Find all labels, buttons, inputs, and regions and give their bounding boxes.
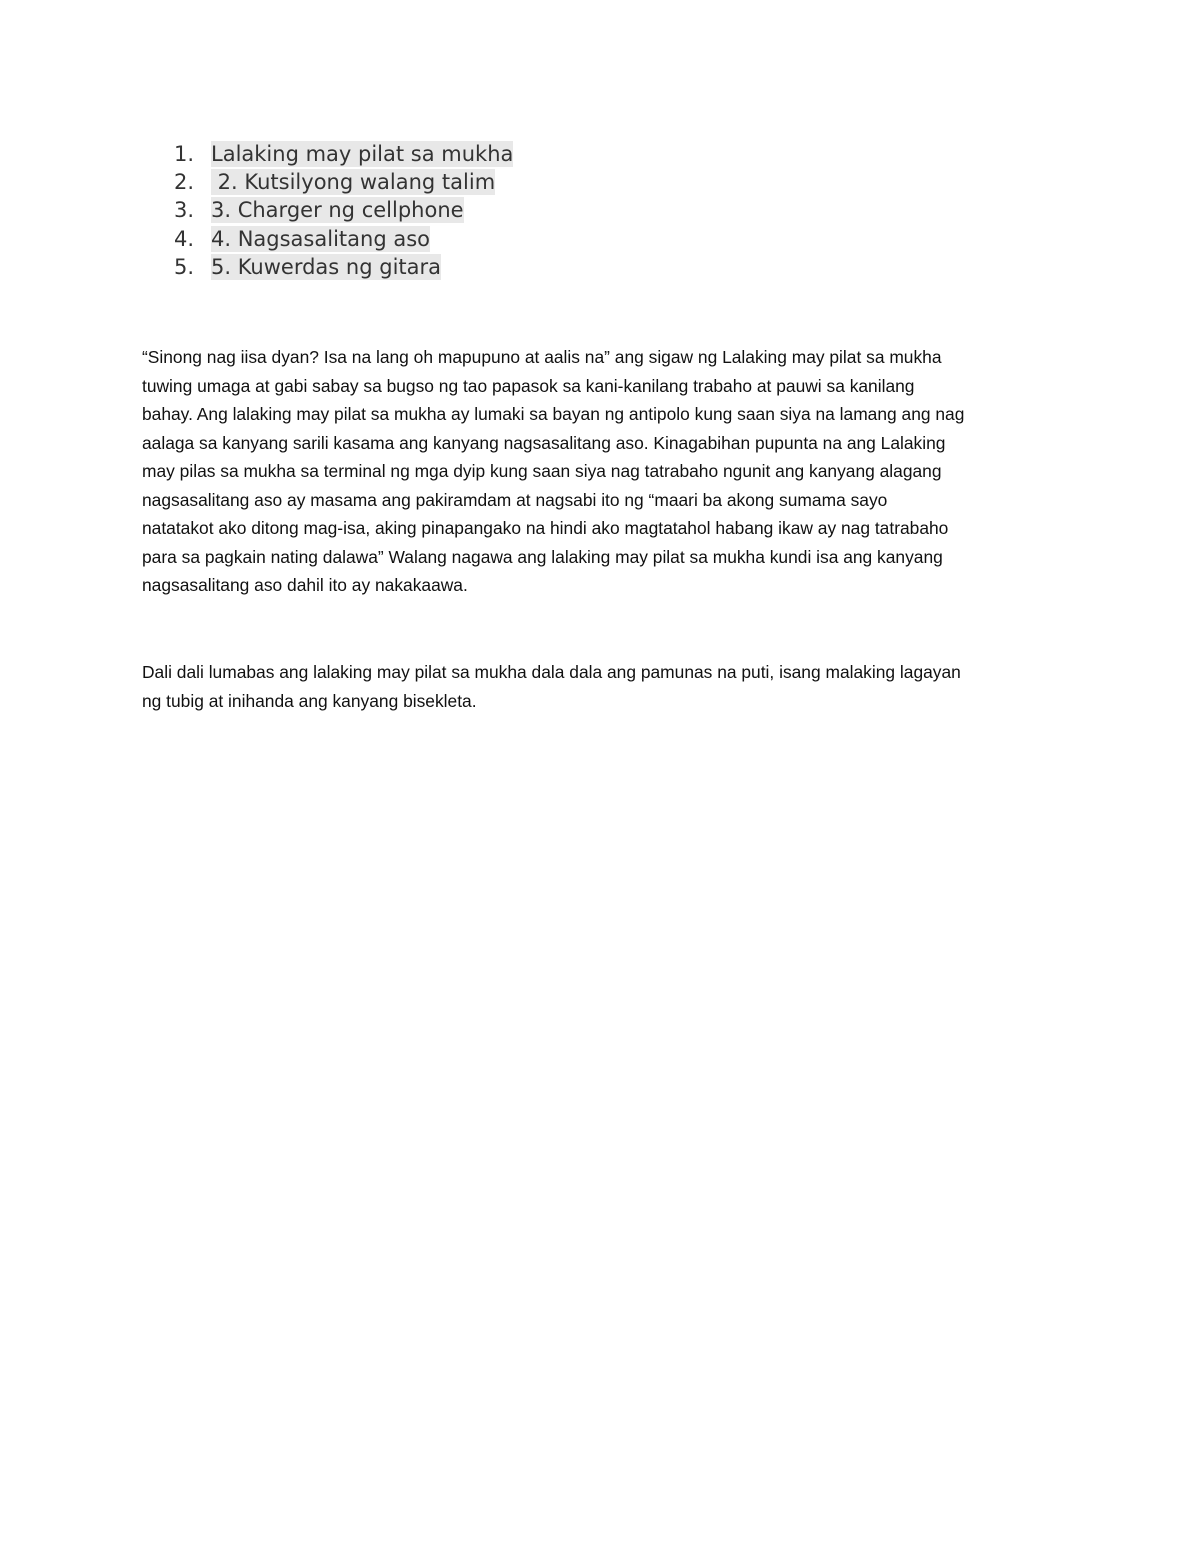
- list-item-text: 2. Kutsilyong walang talim: [211, 170, 496, 195]
- paragraph-line: may pilas sa mukha sa terminal ng mga dyip kung saan siya nag tatrabaho ngunit ang kanyang alagang: [142, 461, 942, 481]
- paragraph-line: ng tubig at inihanda ang kanyang bisekleta.: [142, 690, 477, 711]
- list-item: [174, 168, 513, 196]
- paragraph-line: aalaga sa kanyang sarili kasama ang kanyang nagsasalitang aso. Kinagabihan pupunta na ang Lalaking: [142, 432, 946, 453]
- list-item-text: 4. Nagsasalitang aso: [211, 226, 430, 251]
- list-item: [174, 225, 513, 253]
- story-paragraph-2: [142, 658, 1072, 715]
- list-item-number: 4.: [174, 226, 195, 251]
- list-item-number: 2.: [174, 170, 195, 195]
- list-item: [174, 253, 513, 281]
- list-item: [174, 140, 513, 168]
- paragraph-line: natatakot ako ditong mag-isa, aking pinapangako na hindi ako magtatahol habang ikaw ay nag tatrabaho: [142, 518, 949, 538]
- story-paragraph-1: [142, 343, 1072, 600]
- paragraph-line: tuwing umaga at gabi sabay sa bugso ng tao papasok sa kani-kanilang trabaho at pauwi sa kanilang: [142, 375, 915, 396]
- paragraph-line: para sa pagkain nating dalawa” Walang nagawa ang lalaking may pilat sa mukha kundi isa ang kanyang: [142, 546, 943, 567]
- list-item-text: Lalaking may pilat sa mukha: [211, 142, 514, 167]
- list-item: [174, 196, 513, 224]
- paragraph-line: “Sinong nag iisa dyan? Isa na lang oh mapupuno at aalis na” ang sigaw ng Lalaking may pilat sa mukha: [142, 347, 942, 367]
- list-item-text: 5. Kuwerdas ng gitara: [211, 254, 442, 279]
- list-item-number: 3.: [174, 198, 195, 223]
- list-item-text: 3. Charger ng cellphone: [211, 198, 464, 223]
- list-item-number: 1.: [174, 142, 195, 166]
- numbered-list: [174, 140, 513, 281]
- paragraph-line: Dali dali lumabas ang lalaking may pilat sa mukha dala dala ang pamunas na puti, isang malaking lagayan: [142, 662, 961, 682]
- list-item-number: 5.: [174, 254, 195, 279]
- paragraph-line: nagsasalitang aso ay masama ang pakiramdam at nagsabi ito ng “maari ba akong sumama sayo: [142, 489, 888, 510]
- paragraph-line: bahay. Ang lalaking may pilat sa mukha ay lumaki sa bayan ng antipolo kung saan siya na lamang ang nag: [142, 404, 965, 424]
- paragraph-line: nagsasalitang aso dahil ito ay nakakaawa.: [142, 575, 468, 595]
